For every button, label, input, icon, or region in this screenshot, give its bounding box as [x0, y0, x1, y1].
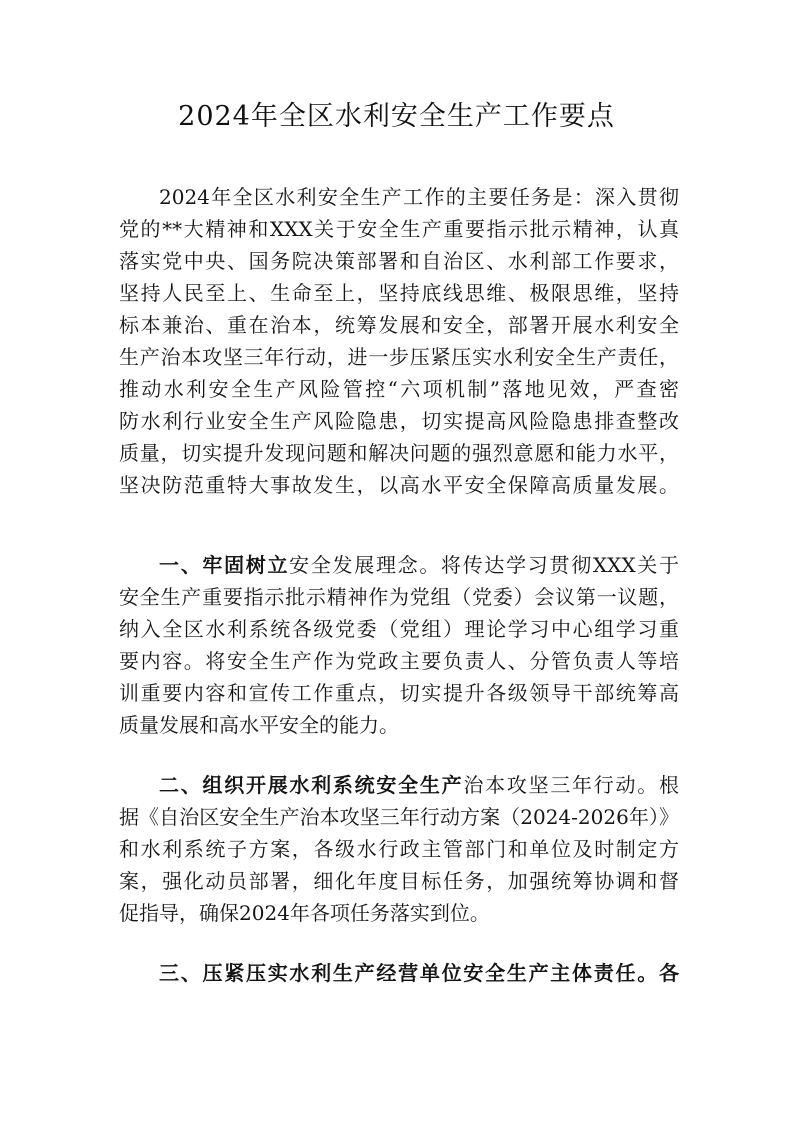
- section-1-line: 纳入全区水利系统各级党委（党组）理论学习中心组学习重: [119, 617, 679, 641]
- section-2-line: 据《自治区安全生产治本攻坚三年行动方案（2024-2026年）》: [119, 805, 679, 829]
- section-2-line: 案，强化动员部署，细化年度目标任务，加强统筹协调和督: [119, 869, 679, 893]
- section-1-line: 要内容。将安全生产作为党政主要负责人、分管负责人等培: [119, 649, 679, 673]
- section-2-line: 和水利系统子方案，各级水行政主管部门和单位及时制定方: [119, 837, 679, 861]
- section-1-first-line: [159, 550, 679, 580]
- intro-line: 坚决防范重特大事故发生，以高水平安全保障高质量发展。: [119, 473, 679, 497]
- section-1-heading: 一、牢固树立: [159, 553, 290, 577]
- intro-line: 标本兼治、重在治本，统筹发展和安全，部署开展水利安全: [119, 313, 679, 337]
- section-1-line: 安全生产重要指示批示精神作为党组（党委）会议第一议题，: [119, 585, 679, 609]
- section-2-line: 促指导，确保2024年各项任务落实到位。: [119, 901, 490, 925]
- intro-line: 推动水利安全生产风险管控“六项机制”落地见效，严查密: [119, 377, 679, 401]
- section-3-heading: 三、压紧压实水利生产经营单位安全生产主体责任。各: [159, 961, 679, 985]
- section-2-text: 治本攻坚三年行动。根: [463, 773, 679, 797]
- intro-line: 质量，切实提升发现问题和解决问题的强烈意愿和能力水平，: [119, 441, 679, 465]
- intro-line: 落实党中央、国务院决策部署和自治区、水利部工作要求，: [119, 249, 679, 273]
- intro-line: 防水利行业安全生产风险隐患，切实提高风险隐患排查整改: [119, 409, 679, 433]
- intro-line: 生产治本攻坚三年行动，进一步压紧压实水利安全生产责任，: [119, 345, 679, 369]
- document-title: 2024年全区水利安全生产工作要点: [178, 101, 615, 132]
- intro-line: 党的**大精神和XXX关于安全生产重要指示批示精神，认真: [119, 217, 679, 241]
- section-2-first-line: [159, 770, 679, 800]
- section-1-line: 质量发展和高水平安全的能力。: [119, 713, 399, 737]
- section-1-text: 安全发展理念。将传达学习贯彻XXX关于: [289, 553, 679, 577]
- section-1-line: 训重要内容和宣传工作重点，切实提升各级领导干部统筹高: [119, 681, 679, 705]
- intro-line: 2024年全区水利安全生产工作的主要任务是：深入贯彻: [159, 185, 679, 209]
- section-2-heading: 二、组织开展水利系统安全生产: [159, 773, 464, 797]
- intro-line: 坚持人民至上、生命至上，坚持底线思维、极限思维，坚持: [119, 281, 679, 305]
